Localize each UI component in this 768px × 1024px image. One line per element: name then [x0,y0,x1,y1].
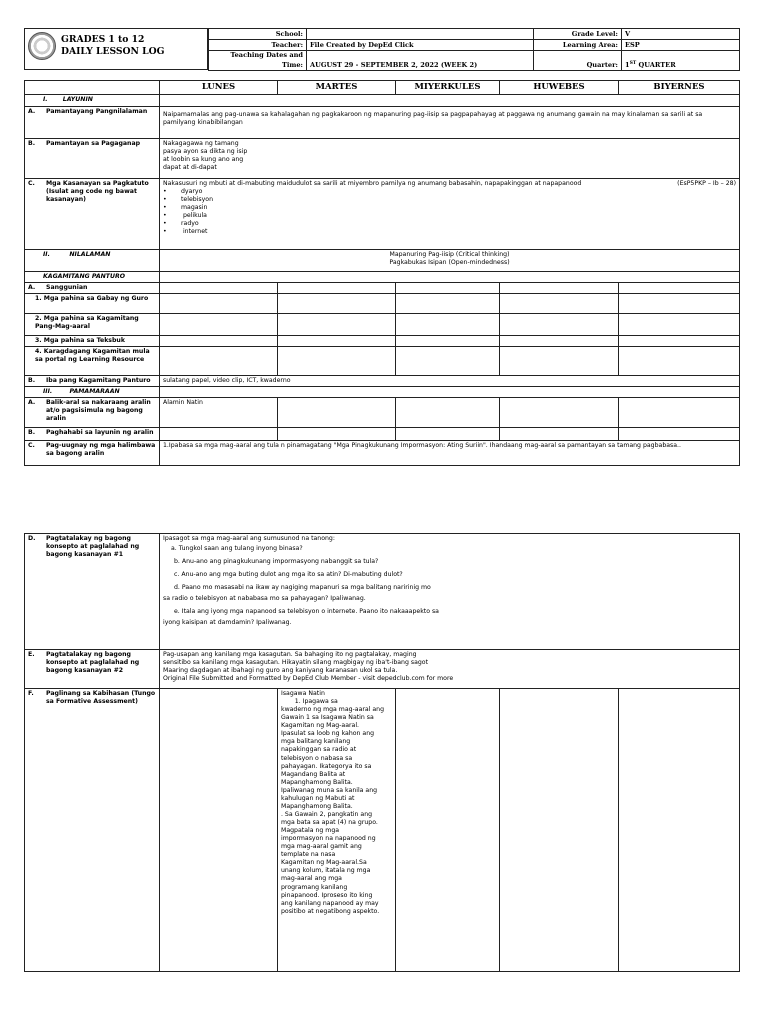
row-label-pamantayang-pangnilalaman: A. Pamantayang Pangnilalaman [25,107,160,139]
list-item: • telebisyon [163,196,736,204]
teacher-value: File Created by DepEd Click [307,40,534,51]
day-miyerkules: MIYERKULES [396,81,500,95]
row-label-teksbuk: 3. Mga pahina sa Teksbuk [25,336,160,347]
media-list [163,188,736,236]
list-item: • pelikula [163,212,736,220]
paglinang-content: Isagawa Natin 1. Ipagawa sa kwaderno ng mga mag-aaral ang Gawain 1 sa Isagawa Natin sa Kagamitan ng Mag-aaral. Ipasulat sa loob ng kahon ang mga balitang kanilang napakinggan sa radio at telebisyon o nabasa sa pahayagan. Ikategorya ito sa Magandang Balita at Mapanghamong Balita. Ipaliwanag muna sa kanila ang kahulugan ng Mabuti at Mapanghamong Balita. . Sa Gawain 2, pangkatin ang mga bata sa apat (4) na grupo. Magpatala ng mga impormasyon na napanood ng mga mag-aaral gamit ang template na nasa Kagamitan ng Mag-aaral.Sa unang kolum, itatala ng mga mag-aaral ang mga programang kanilang pinapanood. Iproseso ito king ang kanilang napanood ay may positibo at negatibong aspekto. [278,689,396,972]
row-label-paghahabi: B. Paghahabi sa layunin ng aralin [25,428,160,441]
row-label-mga-kasanayan: C. Mga Kasanayan sa Pagkatuto (Isulat ang code ng bawat kasanayan) [25,179,160,250]
balik-aral-content: Alamin Natin [160,398,278,428]
row-label-paglinang: F. Paglinang sa Kabihasan (Tungo sa Formative Assessment) [25,689,160,972]
section-nilalaman: II. NILALAMAN [25,250,160,272]
row-label-balik-aral: A. Balik-aral sa nakaraang aralin at/o pagsisimula ng bagong aralin [25,398,160,428]
kagamitang-panturo-content [160,272,740,283]
school-label: School: [209,29,307,40]
iba-pang-kagamitan-content: sulatang papel, video clip, ICT, kwaderno [160,376,740,387]
title-line2: DAILY LESSON LOG [61,46,165,57]
list-item: • magasin [163,204,736,212]
section-layunin: I. LAYUNIN [25,95,160,107]
pag-uugnay-content: 1.Ipabasa sa mga mag-aaral ang tula n pinamagatang "Mga Pinagkukunang Impormasyon: Ating Suriin". Ihandaang mag-aaral sa pamantayan sa tamang pagbabasa.. [160,441,740,466]
row-label-kagamitang-pang-mag-aaral: 2. Mga pahina sa Kagamitang Pang-Mag-aaral [25,314,160,336]
teaching-dates-label: Teaching Dates and Time: [209,51,307,71]
competency-code: (EsP5PKP – Ib – 28) [677,180,736,188]
title-box [24,28,208,70]
day-martes: MARTES [278,81,396,95]
school-value [307,29,534,40]
day-huwebes: HUWEBES [500,81,619,95]
pagtatalakay-1-content: Ipasagot sa mga mag-aaral ang sumusunod na tanong: a. Tungkol saan ang tulang inyong binasa? b. Anu-ano ang pinagkukunang impormasyong nabanggit sa tula? c. Anu-ano ang mga buting dulot ang mga ito sa atin? Di-mabuting dulot? d. Paano mo masasabi na ikaw ay nagiging mapanuri sa mga balitang naririnig mo sa radio o telebisyon at nababasa mo sa pahayagan? Ipaliwanag. e. Itala ang iyong mga napanood sa telebisyon o internete. Paano ito nakaaapekto sa iyong kaisipan at damdamin? Ipaliwanag. [160,534,740,650]
nilalaman-content: Mapanuring Pag-iisip (Critical thinking) Pagkabukas Isipan (Open-mindedness) [160,250,740,272]
list-item: • radyo [163,220,736,228]
lesson-log-table-top [24,80,740,466]
row-label-pagtatalakay-1: D. Pagtatalakay ng bagong konsepto at paglalahad ng bagong kasanayan #1 [25,534,160,650]
pamantayang-pangnilalaman-content: Naipamamalas ang pag-unawa sa kahalagahan ng pagkakaroon ng mapanuring pag-iisip sa pagpapahayag at paggawa ng anumang gawain na may kinalaman sa sarili at sa pamilyang kinabibilangan [160,107,740,139]
grade-level-label: Grade Level: [534,29,622,40]
section-pamamaraan: III. PAMAMARAAN [25,387,160,398]
quarter-label: Quarter: [534,51,622,71]
layunin-content [160,95,740,107]
pamantayan-pagaganap-content: Nakagagawa ng tamang pasya ayon sa dikta ng isip at loobin sa kung ano ang dapat at di-dapat [160,139,740,179]
teaching-dates-value: AUGUST 29 - SEPTEMBER 2, 2022 (WEEK 2) [307,51,534,71]
row-label-gabay-ng-guro: 1. Mga pahina sa Gabay ng Guro [25,294,160,314]
section-kagamitang-panturo: KAGAMITANG PANTURO [25,272,160,283]
grade-level-value: V [622,29,740,40]
list-item: • dyaryo [163,188,736,196]
row-label-pagtatalakay-2: E. Pagtatalakay ng bagong konsepto at paglalahad ng bagong kasanayan #2 [25,650,160,689]
list-item: • internet [163,228,736,236]
row-label-karagdagang-kagamitan: 4. Karagdagang Kagamitan mula sa portal ng Learning Resource [25,347,160,376]
lesson-log-table-bottom [24,533,740,972]
blank-header [25,81,160,95]
row-label-pamantayan-pagaganap: B. Pamantayan sa Pagaganap [25,139,160,179]
mga-kasanayan-content: (EsP5PKP – Ib – 28) Nakasusuri ng mbuti at di-mabuting maidudulot sa sarili at miyembro pamilya ng anumang babasahin, napapakinggan at napapanood • dyaryo • telebisyon • magasin • pelikula • radyo • internet [160,179,740,250]
pamamaraan-content [160,387,740,398]
deped-seal-icon [28,32,56,60]
teacher-label: Teacher: [209,40,307,51]
day-lunes: LUNES [160,81,278,95]
title-line1: GRADES 1 to 12 [61,34,145,45]
learning-area-value: ESP [622,40,740,51]
row-label-iba-pang-kagamitan: B. Iba pang Kagamitang Panturo [25,376,160,387]
learning-area-label: Learning Area: [534,40,622,51]
pagtatalakay-2-content: Pag-usapan ang kanilang mga kasagutan. Sa bahaging ito ng pagtalakay, maging sensitibo sa kanilang mga kasagutan. Hikayatin silang magbigay ng iba't-ibang sagot Maaring dagdagan at ibahagi ng guro ang kaniyang karanasan ukol sa tula. Original File Submitted and Formatted by DepEd Club Member - visit depedclub.com for more [160,650,740,689]
quarter-value: 1ST QUARTER [622,51,740,71]
day-biyernes: BIYERNES [619,81,740,95]
header-meta-table [208,28,740,71]
row-label-pag-uugnay: C. Pag-uugnay ng mga halimbawa sa bagong aralin [25,441,160,466]
row-label-sanggunian: A. Sanggunian [25,283,160,294]
